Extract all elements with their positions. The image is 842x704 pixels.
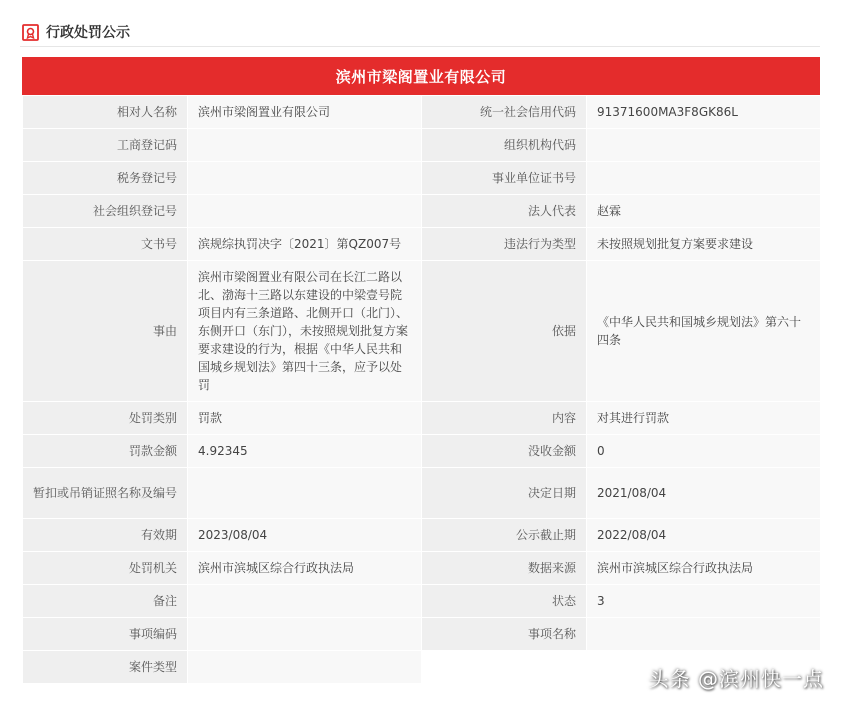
label-license-suspension: 暂扣或吊销证照名称及编号: [23, 468, 188, 519]
table-row: [23, 96, 821, 129]
label-validity: 有效期: [23, 519, 188, 552]
label-remarks: 备注: [23, 585, 188, 618]
value-content: 对其进行罚款: [587, 402, 821, 435]
label-data-source: 数据来源: [422, 552, 587, 585]
label-institution-cert-no: 事业单位证书号: [422, 162, 587, 195]
label-case-type: 案件类型: [23, 651, 188, 684]
value-org-code: [587, 129, 821, 162]
document-seal-icon: [22, 24, 39, 41]
table-row: [23, 402, 821, 435]
value-institution-cert-no: [587, 162, 821, 195]
value-publicity-deadline: 2022/08/04: [587, 519, 821, 552]
value-status: 3: [587, 585, 821, 618]
section-header: [22, 20, 130, 44]
company-banner: 滨州市梁阁置业有限公司: [22, 57, 820, 95]
value-item-name: [587, 618, 821, 651]
table-row: [23, 519, 821, 552]
empty-cell: [422, 651, 587, 684]
label-penalty-authority: 处罚机关: [23, 552, 188, 585]
value-case-type: [188, 651, 422, 684]
label-confiscation-amount: 没收金额: [422, 435, 587, 468]
table-row: [23, 585, 821, 618]
value-validity: 2023/08/04: [188, 519, 422, 552]
table-row: [23, 261, 821, 402]
table-row: [23, 618, 821, 651]
value-decision-date: 2021/08/04: [587, 468, 821, 519]
label-org-code: 组织机构代码: [422, 129, 587, 162]
table-row: [23, 162, 821, 195]
value-remarks: [188, 585, 422, 618]
label-business-reg-code: 工商登记码: [23, 129, 188, 162]
label-tax-reg-no: 税务登记号: [23, 162, 188, 195]
label-basis: 依据: [422, 261, 587, 402]
value-business-reg-code: [188, 129, 422, 162]
value-party-name: 滨州市梁阁置业有限公司: [188, 96, 422, 129]
label-document-no: 文书号: [23, 228, 188, 261]
table-row: [23, 129, 821, 162]
value-legal-rep: 赵霖: [587, 195, 821, 228]
label-legal-rep: 法人代表: [422, 195, 587, 228]
label-reason: 事由: [23, 261, 188, 402]
table-row: [23, 435, 821, 468]
label-social-org-reg-no: 社会组织登记号: [23, 195, 188, 228]
value-document-no: 滨规综执罚决字〔2021〕第QZ007号: [188, 228, 422, 261]
value-violation-type: 未按照规划批复方案要求建设: [587, 228, 821, 261]
value-penalty-authority: 滨州市滨城区综合行政执法局: [188, 552, 422, 585]
value-basis: 《中华人民共和国城乡规划法》第六十四条: [587, 261, 821, 402]
value-data-source: 滨州市滨城区综合行政执法局: [587, 552, 821, 585]
label-decision-date: 决定日期: [422, 468, 587, 519]
label-fine-amount: 罚款金额: [23, 435, 188, 468]
label-violation-type: 违法行为类型: [422, 228, 587, 261]
label-item-code: 事项编码: [23, 618, 188, 651]
table-row: [23, 228, 821, 261]
label-penalty-category: 处罚类别: [23, 402, 188, 435]
section-title: 行政处罚公示: [46, 25, 130, 41]
label-party-name: 相对人名称: [23, 96, 188, 129]
label-publicity-deadline: 公示截止期: [422, 519, 587, 552]
value-penalty-category: 罚款: [188, 402, 422, 435]
penalty-info-table: [22, 95, 821, 684]
value-license-suspension: [188, 468, 422, 519]
label-credit-code: 统一社会信用代码: [422, 96, 587, 129]
value-fine-amount: 4.92345: [188, 435, 422, 468]
value-item-code: [188, 618, 422, 651]
value-tax-reg-no: [188, 162, 422, 195]
label-status: 状态: [422, 585, 587, 618]
table-row: [23, 552, 821, 585]
value-social-org-reg-no: [188, 195, 422, 228]
label-content: 内容: [422, 402, 587, 435]
table-row: [23, 468, 821, 519]
label-item-name: 事项名称: [422, 618, 587, 651]
value-confiscation-amount: 0: [587, 435, 821, 468]
value-reason: 滨州市梁阁置业有限公司在长江二路以北、渤海十三路以东建设的中梁壹号院项目内有三条道路、北侧开口（北门）、东侧开口（东门），未按照规划批复方案要求建设的行为，根据《中华人民共和国城乡规划法》第四十三条，应予以处罚: [188, 261, 422, 402]
header-divider: [20, 46, 820, 47]
watermark: 头条 @滨州快一点: [648, 667, 824, 691]
value-credit-code: 91371600MA3F8GK86L: [587, 96, 821, 129]
table-row: [23, 195, 821, 228]
